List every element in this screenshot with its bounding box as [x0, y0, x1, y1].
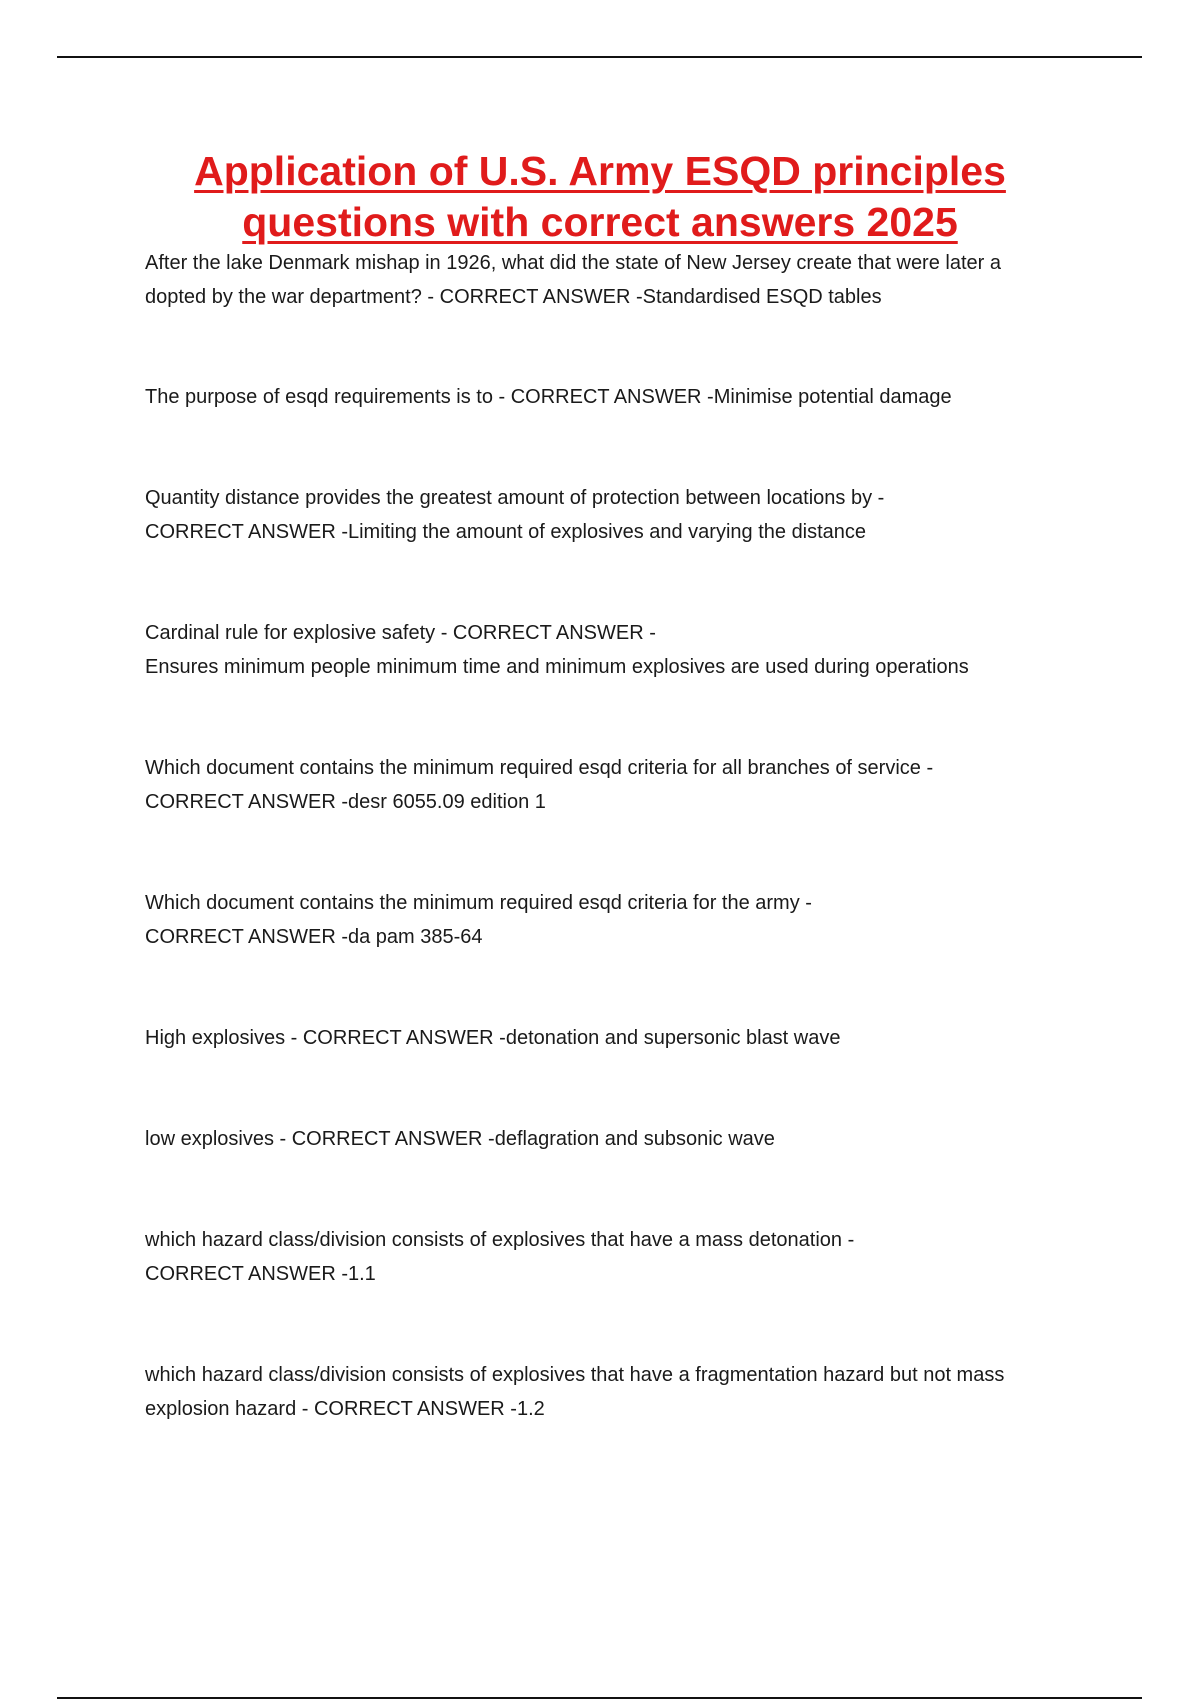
- qa-item-1: [145, 246, 1095, 314]
- qa-item-3-line-1: Quantity distance provides the greatest amount of protection between locations by -: [145, 487, 885, 509]
- qa-item-4-line-1: Cardinal rule for explosive safety - CORRECT ANSWER -: [145, 622, 656, 644]
- qa-item-10-line-2: explosion hazard - CORRECT ANSWER -1.2: [145, 1398, 545, 1420]
- qa-item-9: [145, 1223, 1095, 1291]
- header-rule: [57, 56, 1142, 58]
- footer-rule: [57, 1697, 1142, 1699]
- qa-item-5-line-2: CORRECT ANSWER -desr 6055.09 edition 1: [145, 791, 546, 813]
- qa-item-7-line-1: High explosives - CORRECT ANSWER -detonation and supersonic blast wave: [145, 1027, 841, 1049]
- qa-item-6: [145, 886, 1095, 954]
- title-line-2: questions with correct answers 2025: [242, 199, 958, 245]
- qa-item-9-line-1: which hazard class/division consists of explosives that have a mass detonation -: [145, 1229, 855, 1251]
- qa-item-3: [145, 481, 1095, 549]
- qa-item-6-line-2: CORRECT ANSWER -da pam 385-64: [145, 926, 483, 948]
- qa-item-1-line-1: After the lake Denmark mishap in 1926, what did the state of New Jersey create that were later a: [145, 252, 1001, 274]
- qa-item-9-line-2: CORRECT ANSWER -1.1: [145, 1263, 376, 1285]
- qa-item-8-line-1: low explosives - CORRECT ANSWER -deflagration and subsonic wave: [145, 1128, 775, 1150]
- qa-item-3-line-2: CORRECT ANSWER -Limiting the amount of explosives and varying the distance: [145, 521, 867, 543]
- qa-item-1-line-2: dopted by the war department? - CORRECT ANSWER -Standardised ESQD tables: [145, 286, 882, 308]
- title-line-1: Application of U.S. Army ESQD principles: [194, 148, 1006, 194]
- qa-item-4: [145, 616, 1095, 684]
- document-title: [100, 146, 1100, 248]
- qa-item-5: [145, 751, 1095, 819]
- qa-item-10: [145, 1358, 1095, 1426]
- qa-item-2-line-1: The purpose of esqd requirements is to - CORRECT ANSWER -Minimise potential damage: [145, 386, 952, 408]
- qa-item-6-line-1: Which document contains the minimum required esqd criteria for the army -: [145, 892, 812, 914]
- qa-item-5-line-1: Which document contains the minimum required esqd criteria for all branches of service -: [145, 757, 934, 779]
- qa-item-8: [145, 1122, 1095, 1156]
- qa-item-4-line-2: Ensures minimum people minimum time and minimum explosives are used during operations: [145, 656, 969, 678]
- qa-item-10-line-1: which hazard class/division consists of explosives that have a fragmentation hazard but not mass: [145, 1364, 1005, 1386]
- qa-item-2: [145, 380, 1095, 414]
- qa-item-7: [145, 1021, 1095, 1055]
